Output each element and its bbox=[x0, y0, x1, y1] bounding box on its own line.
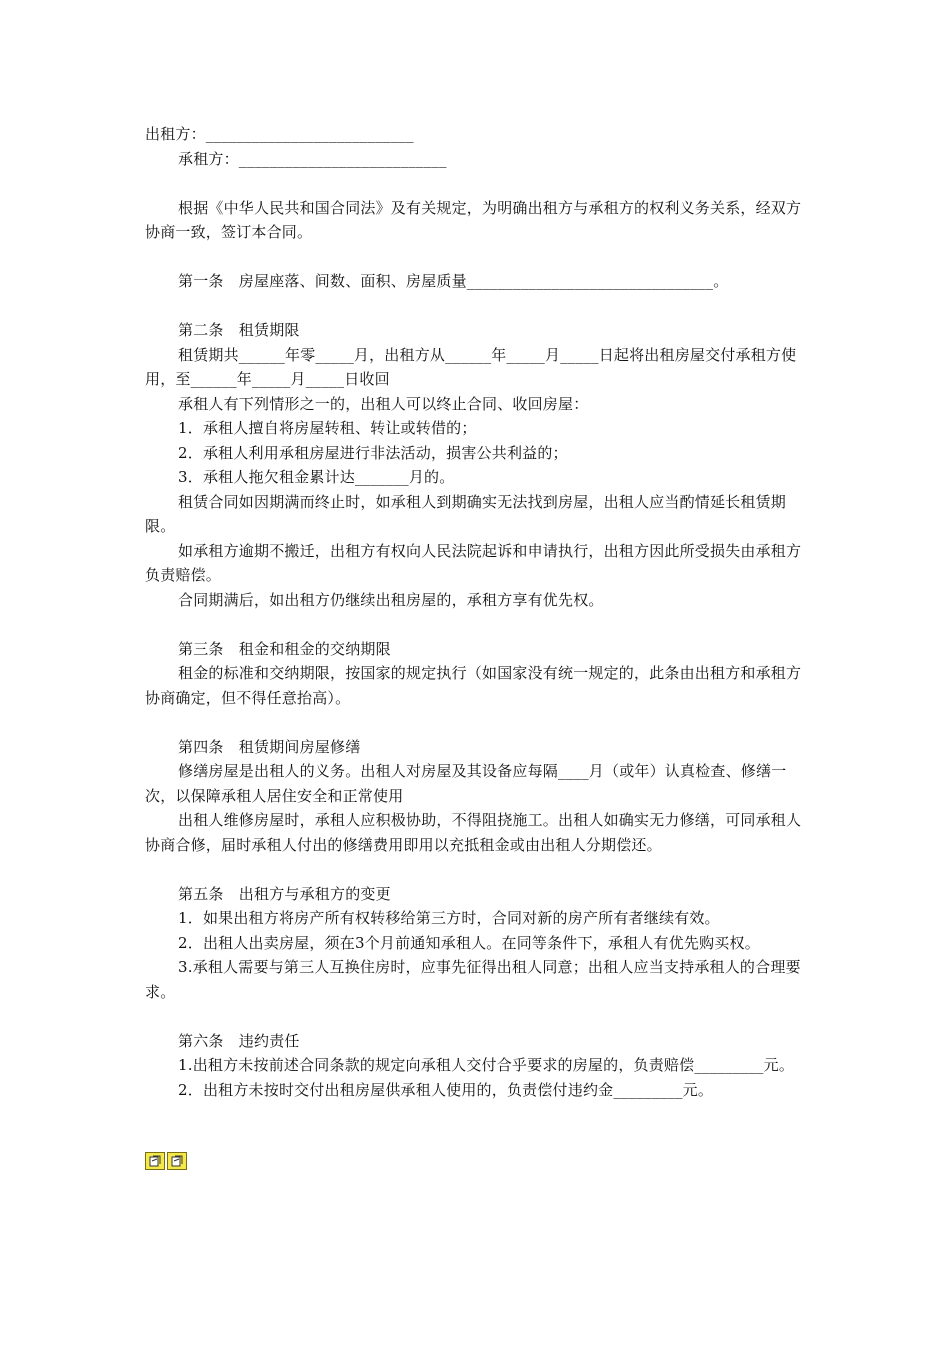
article5-item1: 1．如果出租方将房产所有权转移给第三方时，合同对新的房产所有者继续有效。 bbox=[178, 909, 720, 927]
article6-title: 第六条 违约责任 bbox=[178, 1031, 300, 1050]
article6-item1: 1.出租方未按前述合同条款的规定向承租人交付合乎要求的房屋的，负责赔偿_________元。 bbox=[178, 1056, 795, 1074]
intro-paragraph: 根据《中华人民共和国合同法》及有关规定，为明确出租方与承租方的权利义务关系，经双方协商一致，签订本合同。 bbox=[145, 198, 802, 241]
article2-termination: 承租人有下列情形之一的，出租人可以终止合同、收回房屋： bbox=[178, 394, 589, 413]
article2-item2: 2．承租人利用承租房屋进行非法活动，损害公共利益的； bbox=[178, 443, 568, 462]
article4-cooperation: 出租人维修房屋时，承租人应积极协助，不得阻挠施工。出租人如确实无力修缮，可同承租人协商合修，届时承租人付出的修缮费用即用以充抵租金或由出租人分期偿还。 bbox=[145, 811, 802, 854]
article2-item1: 1．承租人擅自将房屋转租、转让或转借的； bbox=[178, 419, 477, 437]
article2-item3: 3．承租人拖欠租金累计达_______月的。 bbox=[178, 468, 455, 486]
article2-term: 租赁期共______年零_____月，出租方从______年_____月_____日起将出租房屋交付承租方使用，至______年_____月_____日收回 bbox=[145, 345, 797, 388]
document-link-icon[interactable] bbox=[145, 1152, 165, 1170]
article1-title: 第一条 房屋座落、间数、面积、房屋质量________________________________。 bbox=[178, 272, 729, 290]
article4-duty: 修缮房屋是出租人的义务。出租人对房屋及其设备应每隔____月（或年）认真检查、修缮一次，以保障承租人居住安全和正常使用 bbox=[145, 762, 787, 805]
lessor-line: 出租方：___________________________ bbox=[145, 125, 414, 143]
article5-title: 第五条 出租方与承租方的变更 bbox=[178, 884, 391, 903]
article3-title: 第三条 租金和租金的交纳期限 bbox=[178, 639, 391, 658]
article6-item2: 2．出租方未按时交付出租房屋供承租人使用的，负责偿付违约金_________元。 bbox=[178, 1080, 714, 1099]
article4-title: 第四条 租赁期间房屋修缮 bbox=[178, 737, 361, 756]
article2-title: 第二条 租赁期限 bbox=[178, 321, 300, 339]
article2-priority: 合同期满后，如出租方仍继续出租房屋的，承租方享有优先权。 bbox=[178, 590, 604, 609]
lessee-line: 承租方：___________________________ bbox=[178, 149, 447, 168]
article2-overdue: 如承租方逾期不搬迁，出租方有权向人民法院起诉和申请执行，出租方因此所受损失由承租方负责赔偿。 bbox=[145, 541, 802, 584]
article5-item3: 3.承租人需要与第三人互换住房时，应事先征得出租人同意；出租人应当支持承租人的合理要求。 bbox=[145, 958, 801, 1001]
article2-extension: 租赁合同如因期满而终止时，如承租人到期确实无法找到房屋，出租人应当酌情延长租赁期限。 bbox=[145, 492, 787, 535]
contract-body bbox=[145, 122, 807, 1102]
document-link-icon[interactable] bbox=[167, 1152, 187, 1170]
article5-item2: 2．出租人出卖房屋，须在3个月前通知承租人。在同等条件下，承租人有优先购买权。 bbox=[178, 933, 760, 952]
article3-rent: 租金的标准和交纳期限，按国家的规定执行（如国家没有统一规定的，此条由出租方和承租方协商确定，但不得任意抬高）。 bbox=[145, 664, 802, 707]
link-icon-group bbox=[145, 1152, 187, 1170]
